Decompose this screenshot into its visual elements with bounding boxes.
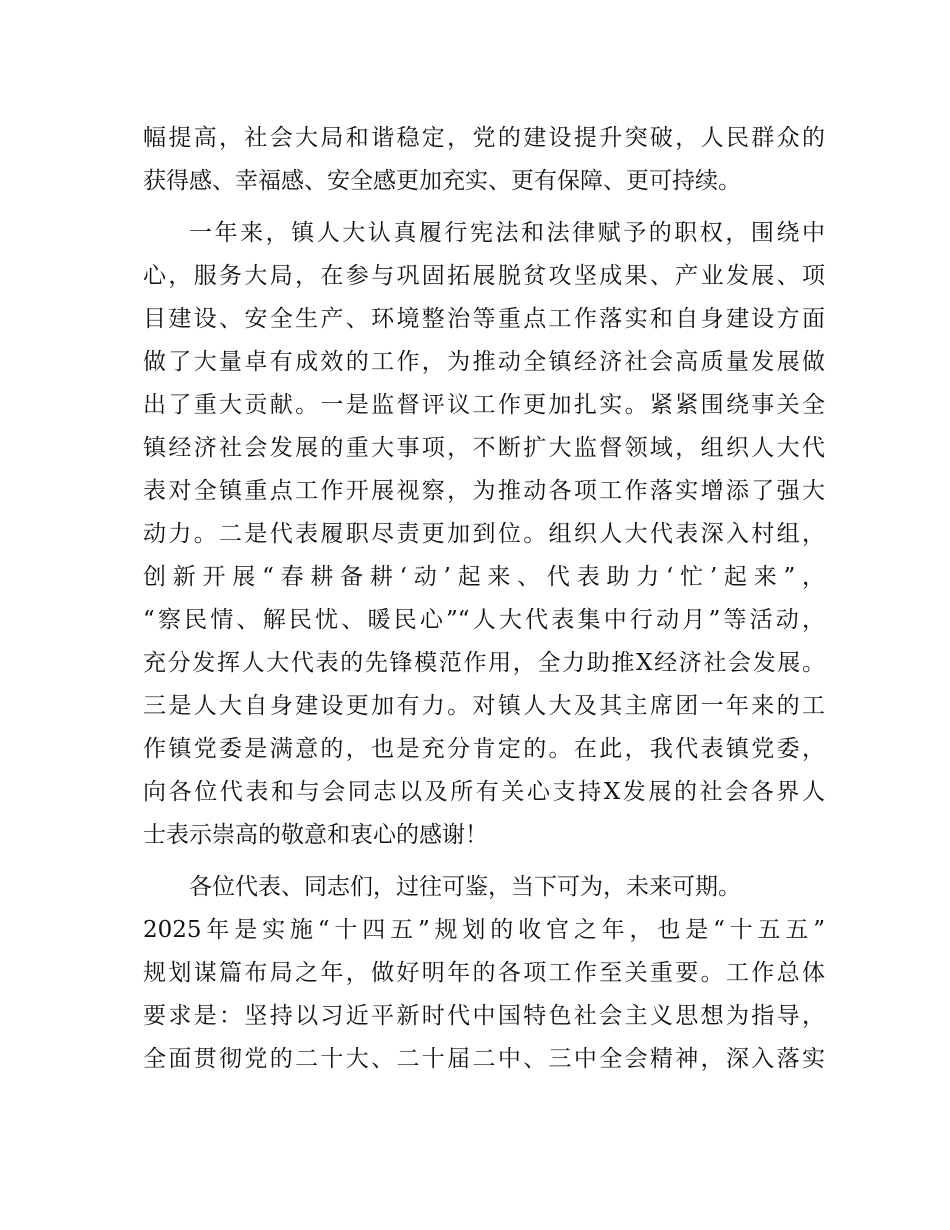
text-line: 作镇党委是满意的，也是充分肯定的。在此，我代表镇党委， <box>143 736 825 762</box>
text-line: 各位代表、同志们，过往可鉴，当下可为，未来可期。 <box>189 874 741 900</box>
text-line: 幅提高，社会大局和谐稳定，党的建设提升突破，人民群众的 <box>143 125 825 151</box>
text-line: 规划谋篇布局之年，做好明年的各项工作至关重要。工作总体 <box>143 960 825 986</box>
text-line: 一年来，镇人大认真履行宪法和法律赋予的职权，围绕中 <box>189 220 825 246</box>
text-line: 做了大量卓有成效的工作，为推动全镇经济社会高质量发展做 <box>143 349 825 375</box>
text-line: 目建设、安全生产、环境整治等重点工作落实和自身建设方面 <box>143 306 825 332</box>
text-line: 表对全镇重点工作开展视察，为推动各项工作落实增添了强大 <box>143 478 825 504</box>
text-line: 三是人大自身建设更加有力。对镇人大及其主席团一年来的工 <box>143 693 825 719</box>
text-line: 心，服务大局，在参与巩固拓展脱贫攻坚成果、产业发展、项 <box>143 263 825 289</box>
text-line: 向各位代表和与会同志以及所有关心支持X发展的社会各界人 <box>143 779 825 805</box>
text-line: 充分发挥人大代表的先锋模范作用，全力助推X经济社会发展。 <box>143 650 825 676</box>
body-text <box>143 117 825 1081</box>
paragraph <box>143 866 825 1081</box>
text-line: 获得感、幸福感、安全感更加充实、更有保障、更可持续。 <box>143 168 741 194</box>
text-line: 出了重大贡献。一是监督评议工作更加扎实。紧紧围绕事关全 <box>143 392 825 418</box>
paragraph <box>143 212 825 857</box>
text-line: 镇经济社会发展的重大事项，不断扩大监督领域，组织人大代 <box>143 435 825 461</box>
text-line: 士表示崇高的敬意和衷心的感谢！ <box>143 822 488 848</box>
paragraph <box>143 117 825 203</box>
text-line: “察民情、解民忧、暖民心”“人大代表集中行动月”等活动， <box>143 607 825 633</box>
text-line: 要求是：坚持以习近平新时代中国特色社会主义思想为指导， <box>143 1003 825 1029</box>
text-line: 创新开展“春耕备耕‘动’起来、代表助力‘忙’起来”， <box>143 564 825 590</box>
text-line: 全面贯彻党的二十大、二十届二中、三中全会精神，深入落实 <box>143 1046 825 1072</box>
text-line: 2025年是实施“十四五”规划的收官之年，也是“十五五” <box>143 917 825 943</box>
text-line: 动力。二是代表履职尽责更加到位。组织人大代表深入村组， <box>143 521 825 547</box>
